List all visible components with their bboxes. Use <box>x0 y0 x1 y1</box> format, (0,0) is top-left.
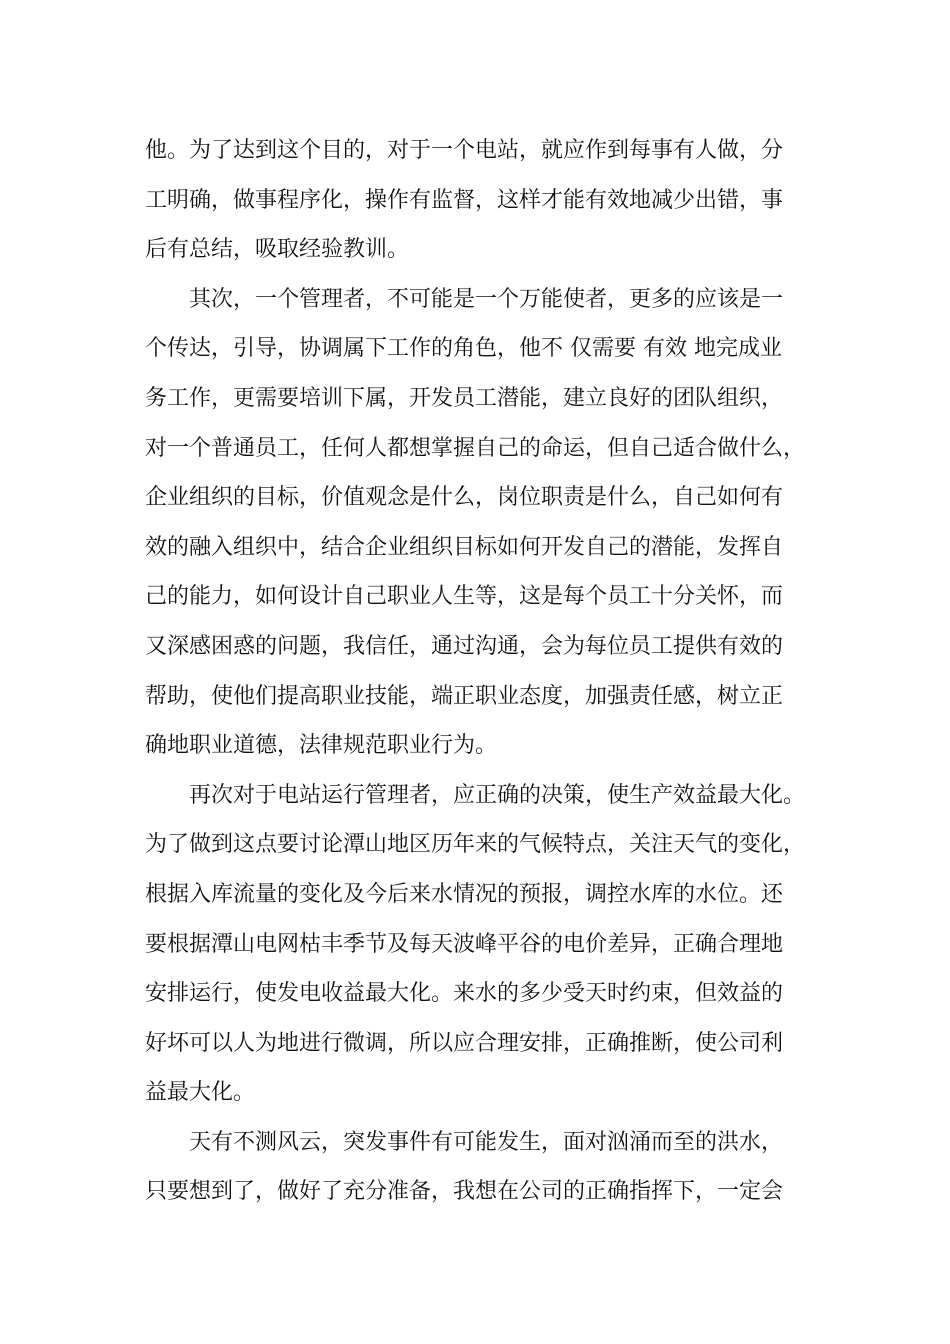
text-line: 效的融入组织中，结合企业组织目标如何开发自己的潜能，发挥自 <box>145 534 784 560</box>
text-line: 工明确，做事程序化，操作有监督，这样才能有效地减少出错，事 <box>145 187 784 213</box>
text-line: 帮助，使他们提高职业技能，端正职业态度，加强责任感，树立正 <box>145 683 784 709</box>
paragraph-first-line: 天有不测风云，突发事件有可能发生，面对汹涌而至的洪水， <box>189 1129 784 1155</box>
text-line: 务工作，更需要培训下属，开发员工潜能，建立良好的团队组织， <box>145 385 784 411</box>
text-line: 只要想到了，做好了充分准备，我想在公司的正确指挥下，一定会 <box>145 1179 784 1205</box>
text-line: 益最大化。 <box>145 1080 256 1106</box>
text-line: 为了做到这点要讨论潭山地区历年来的气候特点，关注天气的变化， <box>145 832 806 858</box>
text-line: 对一个普通员工，任何人都想掌握自己的命运，但自己适合做什么， <box>145 435 806 461</box>
paragraph-first-line: 其次，一个管理者，不可能是一个万能使者，更多的应该是一 <box>189 286 784 312</box>
text-line: 安排运行，使发电收益最大化。来水的多少受天时约束，但效益的 <box>145 981 784 1007</box>
text-line: 己的能力，如何设计自己职业人生等，这是每个员工十分关怀，而 <box>145 584 784 610</box>
text-line: 根据入库流量的变化及今后来水情况的预报，调控水库的水位。还 <box>145 881 784 907</box>
text-line: 要根据潭山电网枯丰季节及每天波峰平谷的电价差异，正确合理地 <box>145 931 784 957</box>
text-line: 他。为了达到这个目的，对于一个电站，就应作到每事有人做，分 <box>145 138 784 163</box>
text-line: 又深感困惑的问题，我信任，通过沟通，会为每位员工提供有效的 <box>145 633 784 659</box>
text-line: 好坏可以人为地进行微调，所以应合理安排，正确推断，使公司利 <box>145 1030 784 1056</box>
text-line: 确地职业道德，法律规范职业行为。 <box>145 733 498 759</box>
paragraph-first-line: 再次对于电站运行管理者，应正确的决策，使生产效益最大化。 <box>189 782 806 808</box>
text-line: 企业组织的目标，价值观念是什么，岗位职责是什么，自己如何有 <box>145 485 784 511</box>
document-body <box>145 131 825 1222</box>
text-line: 个传达，引导，协调属下工作的角色，他不 仅需要 有效 地完成业 <box>145 336 782 362</box>
text-line: 后有总结，吸取经验教训。 <box>145 237 410 263</box>
